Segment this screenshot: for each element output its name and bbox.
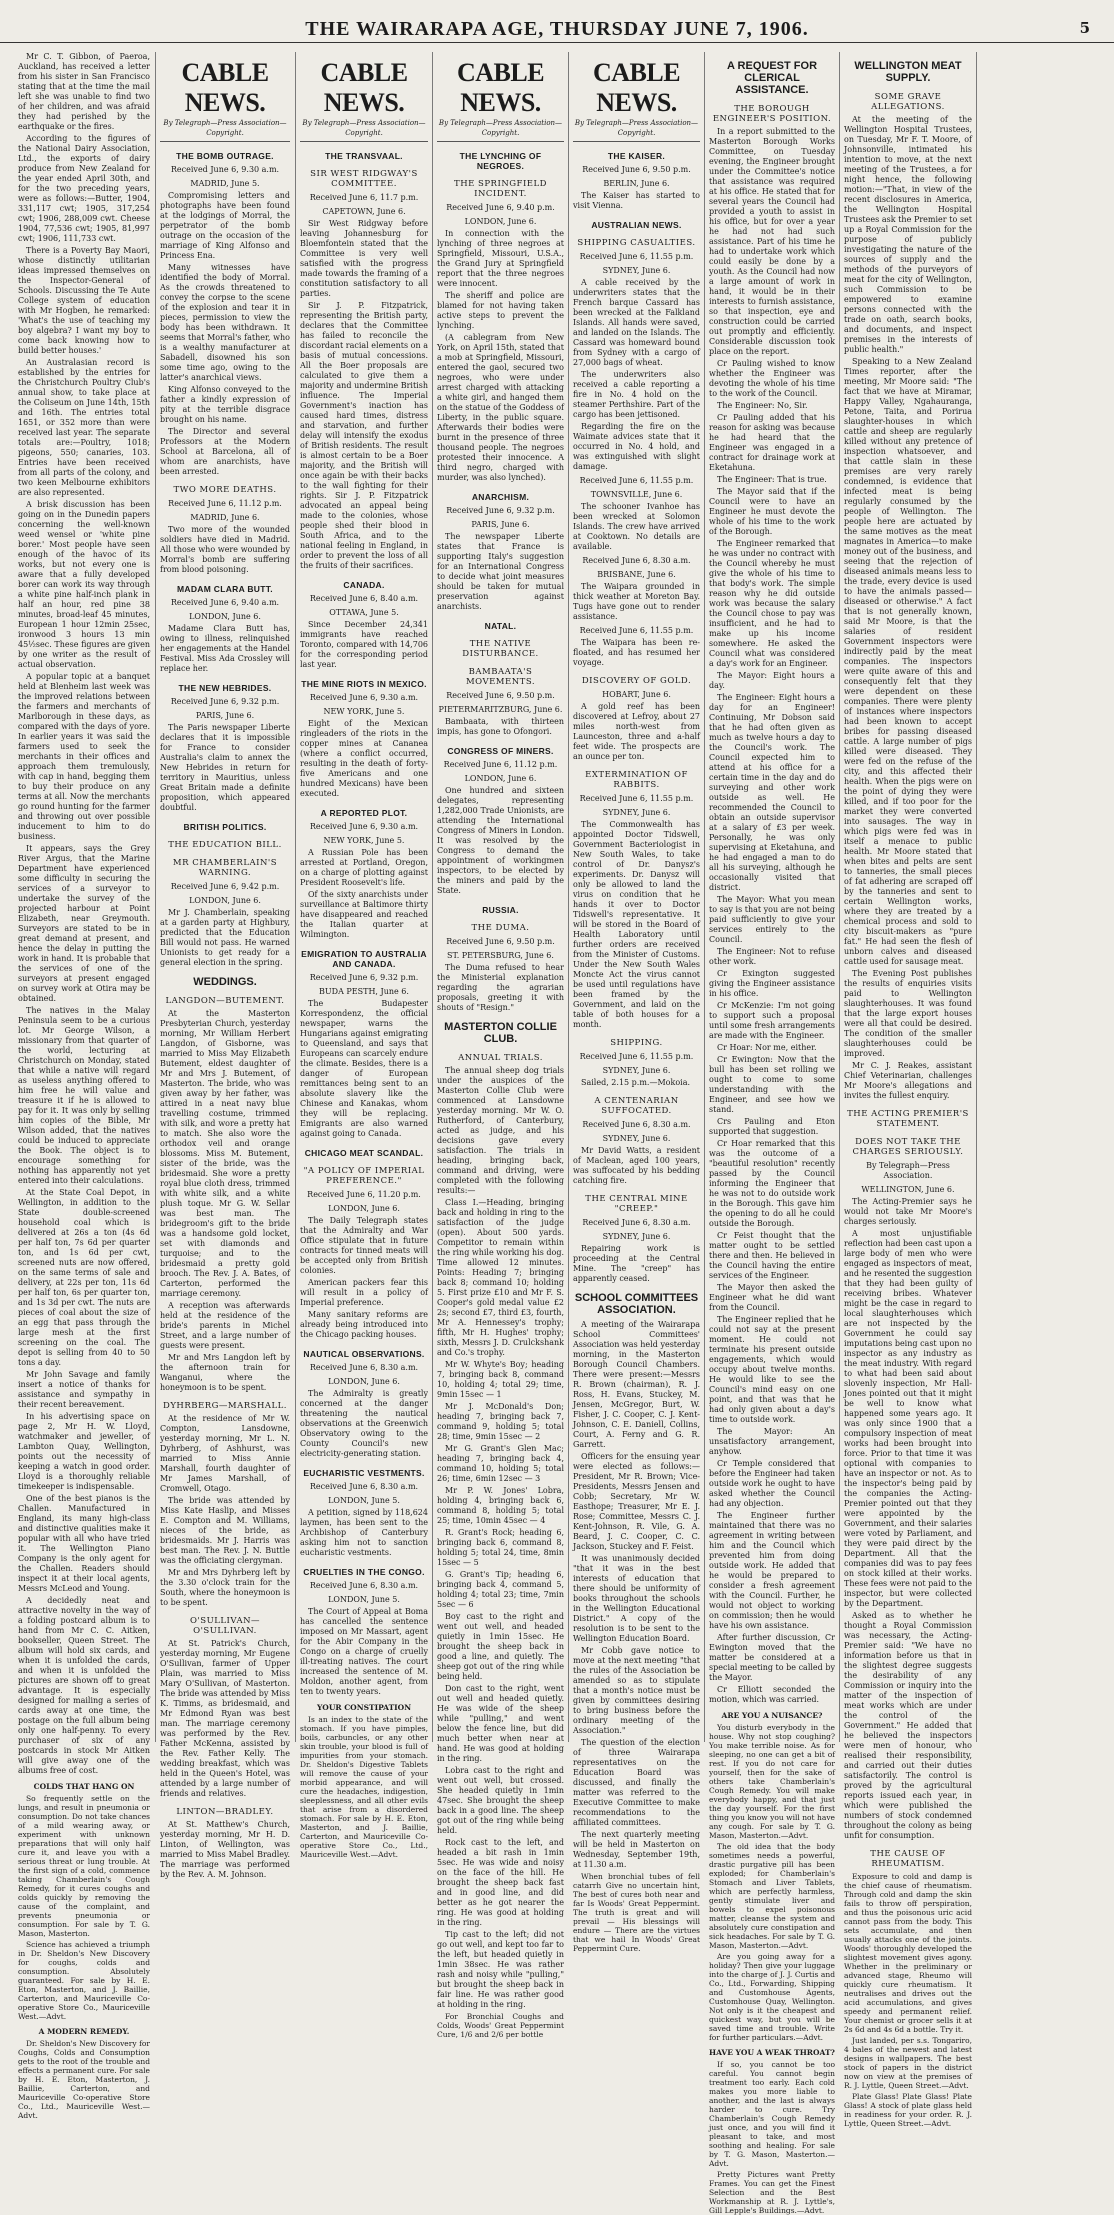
article-para: American packers fear this will result in a policy of Imperial preference. bbox=[300, 1278, 428, 1307]
received-line: Received June 6, 8.30 a.m. bbox=[582, 1218, 691, 1227]
dateline: NEW YORK, June 5. bbox=[323, 836, 405, 845]
sub-heading: SHIPPING CASUALTIES. bbox=[577, 238, 696, 248]
byline: By Telegraph—Press Association—Copyright. bbox=[300, 118, 428, 142]
article-para: The Daily Telegraph states that the Admiralty and War Office stipulate that in future contracts for tinned meats will be accepted only from British colonies. bbox=[300, 1216, 428, 1275]
ad-heading: ARE YOU A NUISANCE? bbox=[721, 1711, 823, 1720]
result-line: Mr P. W. Jones' Lobra, holding 4, bringing back 6, command 8, holding 5; total 25; time, 10min 45sec — 4 bbox=[437, 1486, 564, 1525]
article-para: Rock cast to the left, and headed a bit rash in 1min 5sec. He was wide and noisy on the face of the hill. He brought the sheep back fast and in good line, and did better as he got nearer the ring. He was good at holding in the ring. bbox=[437, 1838, 564, 1927]
received-line: Received June 6, 8.30 a.m. bbox=[582, 556, 691, 565]
article-para: Mr C. T. Gibbon, of Paeroa, Auckland, has received a letter from his sister in San Francisco stating that at the time the mail left she was unable to find two of her children, and was afraid they had perished by the earthquake or the fires. bbox=[18, 52, 150, 131]
dateline: NEW YORK, June 5. bbox=[323, 707, 405, 716]
article-para: The Waipara grounded in thick weather at Moreton Bay. Tugs have gone out to render assistance. bbox=[573, 582, 700, 621]
advertisement: Just landed, per s.s. Tongariro, 4 bales of the newest and latest designs in wallpapers. The best stock of papers in the district now on view at the premises of R. J. Lyttle, Queen Street.—Advt. bbox=[844, 2036, 972, 2090]
article-para: An Australasian record is established by the entries for the Christchurch Poultry Club's annual show, to take place at the Coliseum on June 14th, 15th and 16th. The entries total 1651, or 352 more than were received last year. The separate totals are:—Poultry, 1018; pigeons, 550; canaries, 103. Entries have been received from all parts of the colony, and two keen Melbourne exhibitors are also represented. bbox=[18, 358, 150, 497]
column-rule bbox=[704, 52, 705, 1742]
dateline: TOWNSVILLE, June 6. bbox=[590, 490, 683, 499]
cable-news-banner: CABLE NEWS. bbox=[320, 58, 408, 117]
article-para: It appears, says the Grey River Argus, that the Marine Department have experienced some difficulty in securing the services of a surveyor to undertake the survey of the projected harbour at Point Elizabeth, near Greymouth. Surveyors are stated to be in great demand at present, and hence the delay in putting the work in hand. It is probable that the services of one of the surveyors at present engaged on survey work at Otira may be obtained. bbox=[18, 844, 150, 1003]
received-line: Received June 6, 8.30 a.m. bbox=[582, 1120, 691, 1129]
received-line: Received June 6, 11.55 p.m. bbox=[579, 476, 694, 485]
section-heading: SCHOOL COMMITTEES ASSOCIATION. bbox=[574, 1292, 699, 1316]
article-para: Bambaata, with thirteen impis, has gone to Ofongori. bbox=[437, 717, 564, 736]
article-para: Cr McKenzie: I'm not going to support such a proposal until some fresh arrangements are made with the Engineer. bbox=[709, 1001, 835, 1040]
sub-heading: A CENTENARIAN SUFFOCATED. bbox=[594, 1096, 679, 1116]
sub-heading: THE EDUCATION BILL. bbox=[168, 840, 282, 850]
dateline: LONDON, June 5. bbox=[328, 1496, 400, 1505]
article-para: Cr Feist thought that the matter ought to be settled there and then. He believed in the Council having the entire services of the Engineer. bbox=[709, 1231, 835, 1280]
article-para: Officers for the ensuing year were elected as follows:—President, Mr R. Brown; Vice-Presidents, Messrs Jensen and Cobb; Secretary, Mr W. Easthope; Treasurer, Mr E. J. Rose; Committee, Messrs C. J. Kent-Johnson, R. Vile, G. A. Beard, J. C. Cooper, C. C. Jackson, Stuckey and F. Feist. bbox=[573, 1452, 700, 1551]
article-para: The Kaiser has started to visit Vienna. bbox=[573, 191, 700, 210]
dateline: SYDNEY, June 6. bbox=[602, 1134, 671, 1143]
column-rule bbox=[976, 52, 977, 1742]
article-para: At St. Patrick's Church, yesterday morning, Mr Eugene O'Sullivan, farmer of Upper Plain, was married to Miss Mary O'Sullivan, of Masterton. The bride was attended by Miss K. Timms, as bridesmaid, and Mr Edmond Ryan was best man. The marriage ceremony was performed by the Rev. Father McKenna, assisted by the Rev. Father Kelly. The wedding breakfast, which was held in the Queen's Hotel, was attended by a large number of friends and relatives. bbox=[160, 1639, 290, 1798]
column-rule bbox=[432, 52, 433, 1742]
sub-heading: THE CENTRAL MINE "CREEP." bbox=[585, 1194, 688, 1214]
section-heading: THE LYNCHING OF NEGROES. bbox=[459, 151, 542, 171]
received-line: Received June 6, 9.30 a.m. bbox=[309, 693, 419, 702]
article-para: Sir J. P. Fitzpatrick, representing the British party, declares that the Committee has failed to reconcile the discordant racial elements on a basis of mutual concessions. All the Boer proposals are calculated to give them a majority and undermine British influence. The Imperial Government's inaction has caused hard times, distress and starvation, and further delay will intensify the exodus of British residents. The result is almost certain to be a Boer majority, and the British will once again be with their backs to the wall fighting for their rights. Sir J. P. Fitzpatrick advocated an appeal being made to the colonies, whose people shed their blood in South Africa, and to the national feeling in England, in order to prevent the loss of all the fruits of their sacrifices. bbox=[300, 301, 428, 570]
cable-news-banner: CABLE NEWS. bbox=[456, 58, 545, 117]
column-7 bbox=[844, 52, 972, 2128]
received-line: Received June 6, 9.50 p.m. bbox=[446, 691, 555, 700]
received-line: Received June 6, 9.40 a.m. bbox=[170, 598, 280, 607]
sub-heading: TWO MORE DEATHS. bbox=[173, 485, 277, 495]
article-para: The Acting-Premier says he would not take Mr Moore's charges seriously. bbox=[844, 1197, 972, 1226]
received-line: Received June 6, 11.7 p.m. bbox=[309, 193, 419, 202]
advertisement: The old idea that the body sometimes needs a powerful, drastic purgative pill has been exploded; for Chamberlain's Stomach and Liver Tablets, which are perfectly harmless, gently stimulate liver and bowels to expel poisonous matter, cleanse the system and absolutely cure constipation and sick headaches. For sale by T. G. Mason, Masterton.—Advt. bbox=[709, 1842, 835, 1950]
article-para: Regarding the fire on the Waimate advices state that it occurred in No. 4 hold, and was extinguished with slight damage. bbox=[573, 422, 700, 471]
article-para: Class I.—Heading, bringing back and holding in ring to the satisfaction of the judge (open). About 500 yards. Competitor to remain within the ring while working his dog. Time allowed 12 minutes. Points: Heading 7; bringing back 8; command 10; holding 5. First prize £10 and Mr F. S. Cooper's gold medal value £2 2s; second £7, third £3, fourth, Mr A. Hennessey's trophy; fifth, Mr H. Hughes' trophy; sixth, Messrs J. D. Crulckshank and Co.'s trophy. bbox=[437, 1198, 564, 1357]
byline: By Telegraph—Press Association—Copyright. bbox=[160, 118, 290, 142]
sub-heading: THE ACTING PREMIER'S STATEMENT. bbox=[847, 1109, 969, 1129]
article-para: Mr John Savage and family insert a notice of thanks for assistance and sympathy in their recent bereavement. bbox=[18, 1370, 150, 1409]
sub-heading: THE SPRINGFIELD INCIDENT. bbox=[454, 179, 547, 199]
masthead bbox=[0, 18, 1114, 43]
ad-heading: HAVE YOU A WEAK THROAT? bbox=[709, 2048, 835, 2057]
article-para: The Engineer remarked that he was under no contract with the Council whereby he must give the whole of his time to that body's work. The simple reason why he did outside work was because the salary the Council chose to pay was insufficient, and he had to make up his income somewhere. He asked the Council what was considered a day's work for an Engineer. bbox=[709, 539, 835, 668]
dateline: ST. PETERSBURG, June 6. bbox=[447, 951, 554, 960]
article-para: A Russian Pole has been arrested at Portland, Oregon, on a charge of plotting against President Roosevelt's life. bbox=[300, 848, 428, 887]
article-para: Cr Hoar remarked that this was the outcome of a "beautiful resolution" recently passed by the Council informing the Engineer that he was not to do outside work in the Borough. This gave him the opening to do all he could outside the Borough. bbox=[709, 1139, 835, 1228]
dateline: PARIS, June 6. bbox=[471, 520, 530, 529]
sub-heading: LANGDON—BUTEMENT. bbox=[165, 996, 285, 1006]
article-para: The newspaper Liberte states that France is supporting Italy's suggestion for an International Congress to decide what joint measures should be taken for mutual preservation against anarchists. bbox=[437, 532, 564, 611]
section-heading: WEDDINGS. bbox=[193, 976, 257, 988]
received-line: Received June 6, 9.40 p.m. bbox=[446, 203, 555, 212]
article-para: Cr Exington suggested giving the Engineer assistance in his office. bbox=[709, 969, 835, 998]
article-para: At the State Coal Depot, in Wellington, in addition to the State double-screened household coal which is delivered at 26s a ton (4s 6d per half ton, 7s 6d per quarter ton, and 1s 6d per cwt, screened nuts are now offered, on the same terms of sale and delivery, at 22s per ton, 11s 6d per half ton, 6s per quarter ton, and 1s 3d per cwt. The nuts are pieces of coal about the size of an egg that pass through the large mesh at the first screening on the coal. The depot is selling from 40 to 50 tons a day. bbox=[18, 1188, 150, 1367]
article-para: A reception was afterwards held at the residence of the bride's parents in Michel Street, and a large number of guests were present. bbox=[160, 1301, 290, 1350]
section-heading: CHICAGO MEAT SCANDAL. bbox=[304, 1148, 424, 1158]
article-para: Cr Hoar: Nor me, either. bbox=[717, 1043, 817, 1052]
column-rule bbox=[155, 52, 156, 1742]
article-para: The Engineer replied that he could not say at the present moment. He could not terminate his present outside engagements, which would occupy about twelve months. He would like to see the Council's mind easy on one point, and that was that he had only given about a day's time to outside work. bbox=[709, 1315, 835, 1424]
dateline: LONDON, June 6. bbox=[464, 217, 537, 226]
article-para: The Mayor then asked the Engineer what he did want from the Council. bbox=[709, 1283, 835, 1312]
received-line: Received June 6, 8.40 a.m. bbox=[309, 594, 419, 603]
dateline: LONDON, June 6. bbox=[464, 774, 537, 783]
result-line: Mr J. McDonald's Don; heading 7, bringing back 7, command 9, holding 5; total 28; time, 9min 15sec — 2 bbox=[437, 1402, 564, 1441]
received-line: Received June 6, 9.32 p.m. bbox=[446, 506, 555, 515]
article-para: The Mayor: An unsatisfactory arrangement, anyhow. bbox=[709, 1427, 835, 1456]
dateline: LONDON, June 6. bbox=[328, 1204, 400, 1213]
article-para: According to the figures of the National Dairy Association, Ltd., the exports of dairy produce from New Zealand for the year ended April 30th, and for the two preceding years, were as follows:—Butter, 1904, 331,117 cwt; 1905, 317,254 cwt; 1906, 288,009 cwt. Cheese 1904, 77,536 cwt; 1905, 81,997 cwt; 1906, 111,733 cwt. bbox=[18, 134, 150, 243]
dateline: BERLIN, June 6. bbox=[603, 179, 670, 188]
article-para: Mr J. Chamberlain, speaking at a garden party at Highbury, predicted that the Education Bill would not pass. He warned Unionists to get ready for a general election in the spring. bbox=[160, 908, 290, 967]
article-para: The Evening Post publishes the results of enquiries visits paid to Wellington slaughterhouses. It was found that the large export houses were all that could be desired. The condition of the smaller slaughterhouses could be improved. bbox=[844, 969, 972, 1058]
sub-heading: "A POLICY OF IMPERIAL PREFERENCE." bbox=[303, 1166, 425, 1186]
article-para: Cr Temple considered that before the Engineer had taken outside work he ought to have asked whether the Council had any objection. bbox=[709, 1459, 835, 1508]
advertisement: When bronchial tubes of fell catarrh Give no uncertain hint, The best of cures both near and far Is Woods' Great Peppermint. The truth is great and will prevail — His blessings will endure — There are the virtues that we hail In Woods' Great Peppermint Cure. bbox=[573, 1872, 700, 1953]
column-6 bbox=[709, 52, 835, 2215]
sub-heading: SOME GRAVE ALLEGATIONS. bbox=[871, 92, 945, 112]
sub-heading: DOES NOT TAKE THE CHARGES SERIOUSLY. bbox=[852, 1137, 964, 1157]
dateline: SYDNEY, June 6. bbox=[602, 1232, 671, 1241]
section-heading: THE TRANSVAAL. bbox=[325, 151, 403, 161]
article-para: Mr and Mrs Dyhrberg left by the 3.30 o'clock train for the South, where the honeymoon is to be spent. bbox=[160, 1568, 290, 1607]
article-para: Since December 24,341 immigrants have reached Toronto, compared with 14,706 for the corresponding period last year. bbox=[300, 620, 428, 669]
dateline: OTTAWA, June 5. bbox=[329, 608, 399, 617]
article-para: The Budapester Korrespondenz, the official newspaper, warns the Hungarians against emigrating to Queensland, and says that Europeans can scarcely endure the climate. Besides, there is a danger of European remittances being sent to an absolute slavery like the Chinese and Kanakas, whom they will be replacing. Emigrants are also warned against going to Canada. bbox=[300, 999, 428, 1138]
article-para: Two more of the wounded soldiers have died in Madrid. All those who were wounded by Morral's bomb are suffering from blood poisoning. bbox=[160, 525, 290, 574]
article-para: Eight of the Mexican ringleaders of the riots in the copper mines at Cananea (where a conflict occurred, resulting in the death of forty-five Americans and one hundred Mexicans) have been executed. bbox=[300, 719, 428, 798]
column-3 bbox=[300, 52, 428, 1859]
article-para: Sailed, 2.15 p.m.—Mokoia. bbox=[581, 1078, 690, 1087]
advertisement: Plate Glass! Plate Glass! Plate Glass! A stock of plate glass held in readiness for your order. R. J. Lyttle, Queen Street.—Advt. bbox=[844, 2092, 972, 2128]
cable-news-banner: CABLE NEWS. bbox=[181, 58, 269, 117]
article-para: The next quarterly meeting will be held in Masterton on Wednesday, September 19th, at 11.30 a.m. bbox=[573, 1830, 700, 1869]
column-rule bbox=[568, 52, 569, 1742]
article-para: The Engineer further maintained that there was no agreement in writing between him and the Council which prevented him from doing outside work. He added that he would be prepared to consider a fresh agreement with the Council. Further, he would not object to working on commission; then he would have his own assistance. bbox=[709, 1511, 835, 1630]
section-heading: RUSSIA. bbox=[482, 905, 519, 915]
sub-heading: SIR WEST RIDGWAY'S COMMITTEE. bbox=[310, 169, 418, 189]
sub-heading: SHIPPING. bbox=[610, 1038, 663, 1048]
advertisement: Dr. Sheldon's New Discovery for Coughs, Colds and Consumption gets to the root of the trouble and effects a permanent cure. For sale by H. E. Eton, Masterton, J. Baillie, Carterton, and Mauriceville Co-operative Store Co., Ltd., Mauriceville West.—Advt. bbox=[18, 2039, 150, 2120]
article-para: At the residence of Mr W. Compton, Lansdowne, yesterday morning, Mr L. N. Dyhrberg, of Ashhurst, was married to Miss Annie Marshall, fourth daughter of Mr James Marshall, of Cromwell, Otago. bbox=[160, 1414, 290, 1493]
article-para: A brisk discussion has been going on in the Dunedin papers concerning the well-known weed wensel or 'white pine borer.' Most people have seen enough of the havoc of its works, but not every one is aware that a fully developed borer can work its way through a white pine half-inch plank in half an hour, red pine 38 minutes, broad-leaf 45 minutes, European 1 hour 12min 25sec, ironwood 3 hours 13 min 45½sec. These figures are given by one writer as the result of actual observation. bbox=[18, 500, 150, 669]
article-para: Asked as to whether he thought a Royal Commission was necessary, the Acting-Premier said: "We have no information before us that in the slightest degree suggests the desirability of any Commission or inquiry into the matter of the inspection of meat works which are under the control of the Government." He added that he believed the inspectors were men of honour, who realised their responsibility, and carried out their duties satisfactorily. The control is proved by the agricultural reports issued each year, in which were published the numbers of stock condemned throughout the colony as being unfit for consumption. bbox=[844, 1611, 972, 1840]
advertisement: So frequently settle on the lungs, and result in pneumonia or consumption. Do not take chances of a mild wearing away, or experiment with unknown preparations that will only half cure it, and leave you with a serious threat or lung trouble. At the first sign of a cold, commence taking Chamberlain's Cough Remedy, for it cures coughs and colds quickly by removing the cause of the complaint, and prevents pneumonia or consumption. For sale by T. G. Mason, Masterton. bbox=[18, 1794, 150, 1938]
received-line: Received June 6, 11.55 p.m. bbox=[579, 1052, 694, 1061]
article-para: King Alfonso conveyed to the father a kindly expression of pity at the terrible disgrace brought on his name. bbox=[160, 385, 290, 424]
received-line: Received June 6, 9.50 p.m. bbox=[446, 937, 555, 946]
section-heading: ANARCHISM. bbox=[471, 492, 530, 502]
article-para: The schooner Ivanhoe has been wrecked at Solomon Islands. The crew have arrived at Cooktown. No details are available. bbox=[573, 502, 700, 551]
article-para: At the meeting of the Wellington Hospital Trustees, on Tuesday, Mr F. T. Moore, of Johnsonville, intimated his intention to move, at the next meeting of the Trustees, a for night hence, the following motion:—"That, in view of the recent disclosures in America, the Wellington Hospital Trustees ask the Premier to set up a Royal Commission for the purpose of publicly investigating the nature of the sources of supply and the methods of the purveyors of meat for the city of Wellington, such Commission to be empowered to examine persons connected with the trade on oath, search books, and documents, and inspect premises in the interests of public health." bbox=[844, 115, 972, 354]
advertisement: Pretty Pictures want Pretty Frames. You can get the Finest Selection and the Best Workmanship at R. J. Lyttle's, Gill Lepple's Buildings.—Advt. bbox=[709, 2170, 835, 2215]
article-para: Cr Pauling wished to know whether the Engineer was devoting the whole of his time to the work of the Council. bbox=[709, 359, 835, 398]
article-para: The Admiralty is greatly concerned at the danger threatening the nautical observations at the Greenwich Observatory owing to the County Council's new electricity-generating station. bbox=[300, 1389, 428, 1458]
article-para: The Waipara has been re-floated, and has resumed her voyage. bbox=[573, 638, 700, 667]
section-heading: THE KAISER. bbox=[607, 151, 666, 161]
received-line: Received June 6, 9.30 a.m. bbox=[170, 165, 280, 174]
article-para: A cable received by the underwriters states that the French barque Cassard has been wrecked at the Falkland Islands. All hands were saved, and landed on the Islands. The Cassard was homeward bound from Sydney with a cargo of 27,000 bags of wheat. bbox=[573, 278, 700, 367]
cable-news-banner: CABLE NEWS. bbox=[592, 58, 681, 117]
section-heading: CANADA. bbox=[343, 580, 385, 590]
sub-heading: DISCOVERY OF GOLD. bbox=[581, 676, 692, 686]
dateline: LONDON, June 5. bbox=[328, 1595, 400, 1604]
column-2 bbox=[160, 52, 290, 1879]
column-rule bbox=[295, 52, 296, 1742]
article-para: The annual sheep dog trials under the auspices of the Masterton Collie Club were commenced at Lansdowne yesterday morning. Mr W. O. Rutherford, of Canterbury, acted as judge, and his decisions gave every satisfaction. The trials in heading, bringing back, command and driving, were completed with the following results:— bbox=[437, 1066, 564, 1195]
article-para: Mr Cobb gave notice to move at the next meeting "that the rules of the Association be amended so as to stipulate that a month's notice must be given by committees desiring to bring business before the ordinary meeting of the Association." bbox=[573, 1646, 700, 1735]
article-para: The Engineer: Not to refuse other work. bbox=[709, 947, 835, 966]
received-line: Received June 6, 11.12 p.m. bbox=[443, 760, 558, 769]
article-para: The Engineer: No, Sir. bbox=[717, 401, 808, 410]
column-rule bbox=[839, 52, 840, 1742]
article-para: Many sanitary reforms are already being introduced into the Chicago packing houses. bbox=[300, 1310, 428, 1339]
article-para: One of the best pianos is the Challen. Manufactured in England, its many high-class and distinctive qualities make it popular with all who have tried it. The Wellington Piano Company is the only agent for the Challen. Readers should inspect it at their local agents, Messrs McLeod and Young. bbox=[18, 1494, 150, 1593]
article-para: A popular topic at a banquet held at Blenheim last week was the improved relations between the farmers and merchants of Marlborough in these days, as compared with the days of yore. In earlier years it was said the farmers used to seek the merchants in their offices and approach them tremulously, with cap in hand, begging them to buy their produce on any terms at all. Now the merchants go round hunting for the farmer and throwing out over possible inducement to him to do business. bbox=[18, 672, 150, 841]
article-para: Cr Elliott seconded the motion, which was carried. bbox=[709, 1685, 835, 1704]
article-para: Crs Pauling and Eton supported that suggestion. bbox=[709, 1117, 835, 1136]
received-line: Received June 6, 11.55 p.m. bbox=[579, 626, 694, 635]
byline: By Telegraph—Press Association. bbox=[866, 1161, 950, 1180]
article-para: A decidedly neat and attractive novelty in the way of a folding postcard album is to hand from Mr C. C. Aitken, bookseller, Queen Street. The album will hold six cards, and when it is unfolded the cards, and when it is unfolded the pictures are shown off to great advantage. It is especially designed for mailing a series of cards away at one time, the postage on the full album being only one half-penny. To every purchaser of six of any postcards in stock Mr Aitken will give away one of the albums free of cost. bbox=[18, 1596, 150, 1775]
received-line: Received June 6, 9.32 p.m. bbox=[309, 973, 419, 982]
article-para: Mr and Mrs Langdon left by the afternoon train for Wanganui, where the honeymoon is to be spent. bbox=[160, 1353, 290, 1392]
received-line: Received June 6, 9.50 p.m. bbox=[582, 165, 691, 174]
result-line: Mr W. Whyte's Boy; heading 7, bringing back 8, command 10, holding 4; total 29; time, 9min 15sec — 1 bbox=[437, 1360, 564, 1399]
result-line: R. Grant's Rock; heading 6, bringing back 6, command 8, holding 5; total 24, time, 8min 15sec — 5 bbox=[437, 1528, 564, 1567]
article-para: Don cast to the right, went out well and headed quietly. He was wide of the sheep while "pulling," and went below the fence line, but did much better when near at hand. He was good at holding in the ring. bbox=[437, 1684, 564, 1763]
article-para: In connection with the lynching of three negroes at Springfield, Missouri, U.S.A., the Grand Jury at Springfield report that the three negroes were innocent. bbox=[437, 229, 564, 288]
article-para: (A cablegram from New York, on April 15th, stated that a mob at Springfield, Missouri, entered the gaol, secured two negroes, who were under arrest charged with attacking a white girl, and hanged them on the statue of the Goddess of Liberty, in the public square. Afterwards their bodies were burnt in the presence of three thousand people. The negroes protested their innocence. A third negro, charged with murder, was also lynched). bbox=[437, 333, 564, 482]
dateline: SYDNEY, June 6. bbox=[602, 266, 671, 275]
article-para: After further discussion, Cr Ewington moved that the matter be considered at a special meeting to be called by the Mayor. bbox=[709, 1633, 835, 1682]
received-line: Received June 6, 9.30 a.m. bbox=[309, 822, 419, 831]
article-para: In his advertising space on page 2, Mr H. W. Lloyd, watchmaker and jeweller, of Lambton Quay, Wellington, points out the necessity of keeping a watch in good order. Lloyd is a thoroughly reliable timekeeper is indispensable. bbox=[18, 1412, 150, 1491]
article-para: Of the sixty anarchists under surveillance at Baltimore thirty have disappeared and reached the Italian quarter at Wilmington. bbox=[300, 890, 428, 939]
article-para: A gold reef has been discovered at Lefroy, about 27 miles north-west from Launceston, three and a-half feet wide. The prospects are an ounce per ton. bbox=[573, 702, 700, 761]
article-para: The Duma refused to hear the Ministerial explanation regarding the agrarian proposals, greeting it with shouts of "Resign." bbox=[437, 963, 564, 1012]
dateline: LONDON, June 6. bbox=[328, 1377, 400, 1386]
dateline: LONDON, June 6. bbox=[189, 612, 261, 621]
section-heading: EUCHARISTIC VESTMENTS. bbox=[303, 1468, 425, 1478]
section-heading: CRUELTIES IN THE CONGO. bbox=[303, 1567, 425, 1577]
section-heading: EMIGRATION TO AUSTRALIA AND CANADA. bbox=[301, 949, 427, 969]
dateline: PARIS, June 6. bbox=[195, 711, 255, 720]
article-para: The natives in the Malay Peninsula seem to be a curious lot. Mr George Wilson, a missionary from that quarter of the world, lecturing at Christchurch on Monday, stated that while a native will regard as useless anything offered to him free he will value and treasure it if he is allowed to pay for it. It was only by selling him copies of the Bible, Mr Wilson added, that the natives could be induced to appreciate the Book. The object is to encourage something for nothing has apparently not yet entered into their calculations. bbox=[18, 1006, 150, 1185]
sub-heading: THE DUMA. bbox=[471, 923, 530, 933]
sub-heading: EXTERMINATION OF RABBITS. bbox=[585, 770, 688, 790]
section-heading: NAUTICAL OBSERVATIONS. bbox=[303, 1349, 425, 1359]
received-line: Received June 6, 9.42 p.m. bbox=[170, 882, 280, 891]
dateline: WELLINGTON, June 6. bbox=[861, 1185, 955, 1194]
dateline: LONDON, June 6. bbox=[189, 896, 261, 905]
received-line: Received June 6, 9.32 p.m. bbox=[170, 697, 280, 706]
article-para: Speaking to a New Zealand Times reporter, after the meeting, Mr Moore said: "The fact that we have at Miramar, Happy Valley, Ngahauranga, Petone, Taita, and Porirua slaughter-houses in which cattle and sheep are regularly killed without any pretence of inspection whatsoever, and that cattle slain in these premises are very rarely condemned, is evidence that infected meat is being regularly consumed by the people of Wellington. The people here are actuated by the same motives as the meat magnates in America—to make money out of the business, and seeing that the rejection of diseased animals means less to the trade, every device is used to have the animals passed—diseased or otherwise." A fact that is not generally known, said Mr Moore, is that the salaries of resident Government inspectors were indirectly paid by the meat companies. The inspectors were quite aware of this and consequently felt that they were dependent on these companies. There were plenty of instances where inspectors had been known to accept bribes for passing diseased cattle. A large number of pigs killed were diseased. They were fed on the refuse of the city, and this affected their health. When the pigs were on the point of dying they were killed, and if too poor for the market they were converted into sausages. The way in which pigs were fed was in itself a menace to public health. Mr Moore stated that when bites and pelts are sent to tanneries, the small pieces of fat adhering are scraped off by the tanneries and sent to certain Wellington works, where they are treated by a chemical process and sold to city biscuit-makers as "pure fat." He had seen the flesh of unborn calves and diseased cattle used for sausage meat. bbox=[844, 357, 972, 966]
article-para: The sheriff and police are blamed for not having taken active steps to prevent the lynching. bbox=[437, 291, 564, 330]
article-para: Cr Ewington: Now that the bull has been set rolling we ought to come to some understanding with the Engineer, and see how we stand. bbox=[709, 1055, 835, 1114]
byline: By Telegraph—Press Association—Copyright. bbox=[437, 118, 564, 142]
article-para: Lobra cast to the right and went out well, but crossed. She headed quietly in 1min 47sec. She brought the sheep back in a good line. The sheep got out of the ring while being held. bbox=[437, 1766, 564, 1835]
article-para: A meeting of the Wairarapa School Committees' Association was held yesterday morning, in the Masterton Borough Council Chambers. There were present:—Messrs R. Brown (chairman), R. J. Ross, H. Evans, Stuckey, M. Jensen, McGregor, Burt, W. Fisher, J. C. Cooper, C. J. Kent-Johnson, C. E. Daniell, Collins, Court, A. Ferny and G. R. Garrett. bbox=[573, 1320, 700, 1449]
received-line: Received June 6, 11.55 p.m. bbox=[579, 794, 694, 803]
section-heading: AUSTRALIAN NEWS. bbox=[591, 220, 682, 230]
sub-heading: THE NATIVE DISTURBANCE. bbox=[462, 639, 539, 659]
sub-heading: THE CAUSE OF RHEUMATISM. bbox=[870, 1849, 946, 1869]
dateline: BUDA PESTH, June 6. bbox=[319, 987, 409, 996]
dateline: BRISBANE, June 6. bbox=[597, 570, 676, 579]
article-para: Tip cast to the left; did not go out well, and kept too far to the left, but headed quietly in 1min 38sec. He was rather rash and noisy while "pulling," but brought the sheep back in fair line. He was rather good at holding in the ring. bbox=[437, 1930, 564, 2009]
received-line: Received June 6, 8.30 a.m. bbox=[309, 1363, 419, 1372]
received-line: Received June 6, 8.30 a.m. bbox=[309, 1482, 419, 1491]
byline: By Telegraph—Press Association—Copyright. bbox=[573, 118, 700, 142]
article-para: In a report submitted to the Masterton Borough Works Committee, on Tuesday evening, the Engineer brought under the Committee's notice that assistance was required at his office. He stated that for several years the Council had provided a youth to assist in his office, but for over a year he had not had such assistance. Part of his time he had to undertake work which could easily be done by a youth. As the Council had now a large amount of work in hand, it would be in their interests to furnish assistance, so that inspection, eye and construction could be carried out promptly and efficiently. Considerable discussion took place on the report. bbox=[709, 127, 835, 356]
advertisement: If so, you cannot be too careful. You cannot begin treatment too early. Each cold makes you more liable to another, and the last is always harder to cure. Try Chamberlain's Cough Remedy just once, and you will find it pleasant to take, and most soothing and healing. For sale by T. G. Mason, Masterton.—Advt. bbox=[709, 2060, 835, 2168]
dateline: SYDNEY, June 6. bbox=[602, 1066, 671, 1075]
article-para: Repairing work is proceeding at the Central Mine. The "creep" has apparently ceased. bbox=[573, 1244, 700, 1283]
advertisement: Are you going away for a holiday? Then give your luggage into the charge of J. J. Curtis and Co., Ltd., Forwarding, Shipping and Customhouse Agents, Customhouse Quay, Wellington. Not only is it the cheapest and quickest way, but you will be saved time and trouble. Write for further particulars.—Advt. bbox=[709, 1952, 835, 2042]
section-heading: NATAL. bbox=[484, 621, 517, 631]
ad-heading: COLDS THAT HANG ON bbox=[33, 1782, 135, 1791]
article-para: There is a Poverty Bay Maori, whose distinctly utilitarian ideas impressed themselves on the Inspector-General of Schools. Discussing the Te Aute College system of education with Mr Hogben, he remarked: 'What's the use of teaching my boy algebra? I want my boy to come back knowing how to build better houses.' bbox=[18, 246, 150, 355]
article-para: A most unjustifiable reflection had been cast upon a large body of men who were engaged as inspectors of meat, and he resented the suggestion that they had been guilty of receiving bribes. Whatever might be the case in regard to local slaughterhouses which are not inspected by the Government he could say imputations being cast upon no inspector as any industry as the meat industry. With regard to what had been said about slovenly inspection, Mr Hall-Jones pointed out that it might be well to know what happened some years ago. It was only since 1900 that a compulsory inspection of meat works had been brought into force. Prior to that time it was optional with companies to have an inspector or not. As to the inspector's being paid by the companies the Acting-Premier pointed out that they were appointed by the Government, and their salaries were voted by Parliament, and they were paid direct by the Department. All that the companies did was to pay fees on stock killed at their works. These fees were not paid to the inspector, but were collected by the Department. bbox=[844, 1229, 972, 1608]
advertisement: Exposure to cold and damp is the chief cause of rheumatism. Through cold and damp the skin fails to throw off perspiration, and thus the poisonous uric acid cannot pass from the body. This sets accumulate, and then usually attacks one of the joints. Woods' thoroughly developed the slightest movement gives agony. Whether in the preliminary or advanced stage, Rheumo will quickly cure rheumatism. It neutralises and drives out the acid accumulations, and gives speedy and permanent relief. Your chemist or grocer sells it at 2s 6d and 4s 6d a bottle. Try it. bbox=[844, 1872, 972, 2034]
article-para: One hundred and sixteen delegates, representing 1,282,000 Trade Unionists, are attending the International Congress of Miners in London. It was resolved by the Congress to demand the appointment of workingmen inspectors, to be elected by the miners and paid by the State. bbox=[437, 786, 564, 895]
result-line: Mr G. Grant's Glen Mac; heading 7, bringing back 4, command 10, holding 5; total 26; time, 6min 12sec — 3 bbox=[437, 1444, 564, 1483]
advertisement: Is an index to the state of the stomach. If you have pimples, boils, carbuncles, or any other skin trouble, your blood is full of impurities from your stomach. Dr. Sheldon's Digestive Tablets will remove the cause of your morbid appearance, and will cure the headaches, indigestion, sleeplessness, and all other evils that arise from a disordered stomach. For sale by H. E. Eton, Masterton, and J. Baillie, Carterton, and Mauriceville Co-operative Store Co., Ltd., Mauriceville West.—Advt. bbox=[300, 1715, 428, 1859]
section-heading: THE BOMB OUTRAGE. bbox=[176, 151, 274, 161]
column-4 bbox=[437, 52, 564, 2039]
ad-heading: YOUR CONSTIPATION bbox=[316, 1703, 412, 1712]
article-para: The Paris newspaper Liberte declares that it is impossible for France to consider Australia's claim to annex the New Hebrides in return for territory in Mauritius, unless Great Britain made a definite proposition, which appeared doubtful. bbox=[160, 723, 290, 812]
article-para: Mr C. J. Reakes, assistant Chief Veterinarian, challenges Mr Moore's allegations and invites the fullest enquiry. bbox=[844, 1061, 972, 1100]
sub-heading: O'SULLIVAN—O'SULLIVAN. bbox=[189, 1616, 261, 1636]
advertisement: For Bronchial Coughs and Colds, Woods' Great Peppermint Cure, 1/6 and 2/6 per bottle bbox=[437, 2012, 564, 2039]
dateline: MADRID, June 5. bbox=[190, 179, 260, 188]
section-heading: WELLINGTON MEAT SUPPLY. bbox=[854, 60, 962, 84]
article-para: Madame Clara Butt has, owing to illness, relinquished her engagements at the Handel Festival. Miss Ada Crossley will replace her. bbox=[160, 624, 290, 673]
article-para: It was unanimously decided "that it was in the best interests of education that there should be uniformity of books throughout the schools in the Wellington Educational District." A copy of the resolution is to be sent to the Wellington Education Board. bbox=[573, 1554, 700, 1643]
article-para: At the Masterton Presbyterian Church, yesterday morning, Mr William Herbert Langdon, of Gisborne, was married to Miss May Elizabeth Butement, eldest daughter of Mr and Mrs J. Butement, of Masterton. The bride, who was given away by her father, was attired in a neat navy blue travelling costume, trimmed with silk, and wore a pretty hat to match. She also wore the orthodox veil and orange blossoms. Miss M. Butement, sister of the bride, was the bridesmaid. She wore a pretty royal blue cloth dress, trimmed with white silk, and a white plush toque. Mr G. W. Sellar was best man. The bridegroom's gift to the bride was a handsome gold locket, set with diamonds and turquoise; and to the bridesmaid a pretty gold brooch. The Rev. J. A. Bates, of Carterton, performed the marriage ceremony. bbox=[160, 1009, 290, 1298]
article-para: At St. Matthew's Church, yesterday morning, Mr H. D. Linton, of Wellington, was married to Miss Mabel Bradley. The marriage was performed by the Rev. A. M. Johnson. bbox=[160, 1820, 290, 1879]
sub-heading: BAMBAATA'S MOVEMENTS. bbox=[465, 667, 536, 687]
section-heading: MASTERTON COLLIE CLUB. bbox=[444, 1021, 557, 1045]
dateline: MADRID, June 6. bbox=[190, 513, 260, 522]
article-para: Compromising letters and photographs have been found at the lodgings of Morral, the perpetrator of the bomb outrage on the occasion of the marriage of King Alfonso and Princess Ena. bbox=[160, 191, 290, 260]
ad-heading: A MODERN REMEDY. bbox=[38, 2027, 130, 2036]
result-line: G. Grant's Tip; heading 6, bringing back 4, command 5, holding 4; total 23; time, 7min 5sec — 6 bbox=[437, 1570, 564, 1609]
received-line: Received June 6, 11.55 p.m. bbox=[579, 252, 694, 261]
received-line: Received June 6, 11.20 p.m. bbox=[307, 1190, 421, 1199]
dateline: HOBART, June 6. bbox=[602, 690, 671, 699]
sub-heading: ANNUAL TRIALS. bbox=[458, 1053, 543, 1063]
sub-heading: MR CHAMBERLAIN'S WARNING. bbox=[172, 858, 278, 878]
section-heading: A REPORTED PLOT. bbox=[320, 808, 408, 818]
article-para: The Mayor: Eight hours a day. bbox=[709, 671, 835, 690]
article-para: The bride was attended by Miss Kate Haslip, and Misses E. Compton and M. Williams, nieces of the bride, as bridesmaids. Mr J. Harris was best man. The Rev. J. N. Buttle was the officiating clergyman. bbox=[160, 1496, 290, 1565]
article-para: The Engineer: Eight hours a day for an Engineer! Continuing, Mr Dobson said that he had often given as much as twelve hours a day to the Council's work. The Council expected him to attend at his office for a certain time in the day and do surveying and other work outside as well. He recommended the Council to obtain an outside supervisor at a salary of £3 per week. Personally, he was only supervising at Eketahuna, and he had engaged a man to do all his surveying, although he occasionally visited that district. bbox=[709, 693, 835, 892]
dateline: SYDNEY, June 6. bbox=[602, 808, 671, 817]
column-5 bbox=[573, 52, 700, 1953]
article-para: The Director and several Professors at the Modern School at Barcelona, all of whom are anarchists, have been arrested. bbox=[160, 427, 290, 476]
section-heading: MADAM CLARA BUTT. bbox=[177, 584, 273, 594]
received-line: Received June 6, 8.30 a.m. bbox=[309, 1581, 419, 1590]
article-para: The Engineer: That is true. bbox=[717, 475, 827, 484]
dateline: CAPETOWN, June 6. bbox=[322, 207, 406, 216]
article-para: Mr David Watts, a resident of Maclean, aged 100 years, was suffocated by his bedding catching fire. bbox=[573, 1146, 700, 1185]
advertisement: You disturb everybody in the house. Why not stop coughing? You make terrible noise. As for sleeping, no one can get a bit of rest. If you do not care for yourself, then for the sake of others take Chamberlain's Cough Remedy. You will make everybody happy, and that just the day yourself. For the first thing you know you will not have any cough. For sale by T. G. Mason, Masterton.—Advt. bbox=[709, 1723, 835, 1840]
section-heading: THE MINE RIOTS IN MEXICO. bbox=[301, 679, 427, 689]
advertisement: Science has achieved a triumph in Dr. Sheldon's New Discovery for coughs, colds and consumption. Absolutely guaranteed. For sale by H. E. Eton, Masterton, and J. Baillie, Carterton, and Mauriceville Co-operative Store Co., Mauriceville West.—Advt. bbox=[18, 1940, 150, 2021]
section-heading: CONGRESS OF MINERS. bbox=[447, 746, 554, 756]
newspaper-title: THE WAIRARAPA AGE, THURSDAY JUNE 7, 1906. bbox=[305, 18, 809, 40]
section-heading: THE NEW HEBRIDES. bbox=[178, 683, 272, 693]
page-number: 5 bbox=[1079, 19, 1090, 37]
article-para: The underwriters also received a cable reporting a fire in No. 4 hold on the steamer Perthshire. Part of the cargo has been jettisoned. bbox=[573, 370, 700, 419]
sub-heading: THE BOROUGH ENGINEER'S POSITION. bbox=[712, 104, 832, 124]
article-para: The Commonwealth has appointed Doctor Tidswell, Government Bacteriologist in New South Wales, to take control of Dr. Danysz's experiments. Dr. Danysz will only be allowed to land the virus on condition that he hands it over to Doctor Tidswell's representative. It will be stored in the Board of Health Laboratory until further orders are received from the Minister of Customs. Under the New South Wales Moncte Act the virus cannot be used until regulations have been framed by the Government, and laid on the table of both houses for a month. bbox=[573, 820, 700, 1029]
article-para: The question of the election of three Wairarapa representatives on the Education Board was discussed, and finally the matter was referred to the Executive Committee to make recommendations to the affiliated committees. bbox=[573, 1738, 700, 1827]
article-para: Many witnesses have identified the body of Morral. As the crowds threatened to convey the corpse to the scene of the explosion and tear it in pieces, permission to view the body has been withdrawn. It seems that Morral's father, who is a wealthy manufacturer at Sabadell, disowned his son some time ago, owing to the latter's anarchical views. bbox=[160, 263, 290, 382]
article-para: Boy cast to the right and went out well, and headed quietly in 1min 15sec. He brought the sheep back in good a line, and quietly. The sheep got out of the ring while being held. bbox=[437, 1612, 564, 1681]
section-heading: BRITISH POLITICS. bbox=[183, 822, 267, 832]
section-heading: A REQUEST FOR CLERICAL ASSISTANCE. bbox=[726, 60, 818, 96]
article-para: The Court of Appeal at Boma has cancelled the sentence imposed on Mr Massart, agent for the Abir Company in the Congo on a charge of cruelly ill-treating natives. The court increased the sentence of M. Moldon, another agent, from ten to twenty years. bbox=[300, 1607, 428, 1696]
dateline: PIETERMARITZBURG, June 6. bbox=[438, 705, 563, 714]
sub-heading: LINTON—BRADLEY. bbox=[176, 1807, 274, 1817]
article-para: The Mayor said that if the Council were to have an Engineer he must devote the whole of his time to the work of the Borough. bbox=[709, 487, 835, 536]
received-line: Received June 6, 11.12 p.m. bbox=[168, 499, 282, 508]
article-para: The Mayor: What you mean to say is that you are not being paid sufficiently to give your services entirely to the Council. bbox=[709, 895, 835, 944]
article-para: A petition, signed by 118,624 laymen, has been sent to the Archbishop of Canterbury asking him not to sanction eucharistic vestments. bbox=[300, 1508, 428, 1557]
sub-heading: DYHRBERG—MARSHALL. bbox=[163, 1401, 287, 1411]
article-para: Cr Pauling added that his reason for asking was because he had heard that the Engineer was engaged in a contract for drainage work at Eketahuna. bbox=[709, 413, 835, 472]
column-1 bbox=[18, 52, 150, 2120]
article-para: Sir West Ridgway before leaving Johannesburg for Bloemfontein stated that the Committee is very well satisfied with the progress made towards the framing of a constitution satisfactory to all parties. bbox=[300, 219, 428, 298]
